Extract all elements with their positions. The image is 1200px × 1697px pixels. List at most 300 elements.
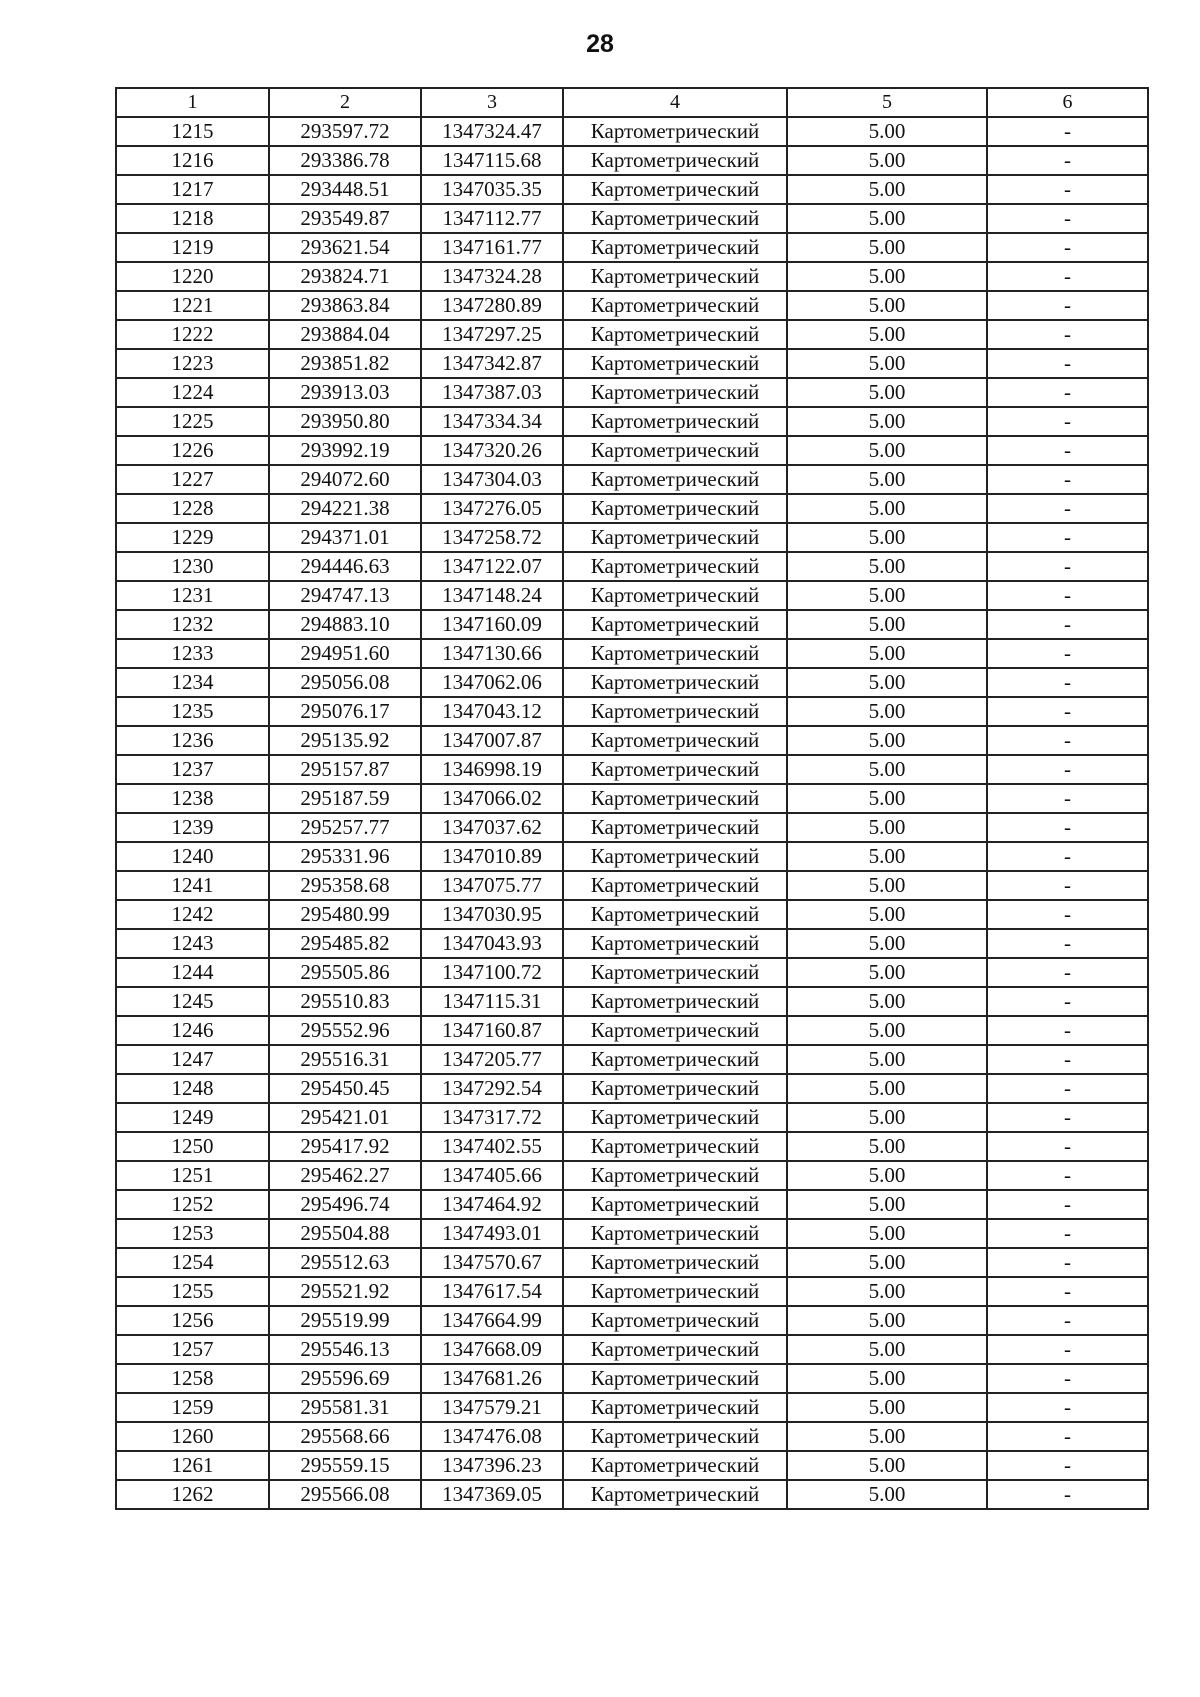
x-coordinate-cell: 294446.63	[269, 552, 421, 581]
point-number-cell: 1227	[116, 465, 269, 494]
accuracy-cell: 5.00	[787, 1451, 987, 1480]
x-coordinate-cell: 295358.68	[269, 871, 421, 900]
point-number-cell: 1217	[116, 175, 269, 204]
method-cell: Картометрический	[563, 1248, 787, 1277]
point-number-cell: 1247	[116, 1045, 269, 1074]
accuracy-cell: 5.00	[787, 117, 987, 146]
y-coordinate-cell: 1347324.28	[421, 262, 563, 291]
y-coordinate-cell: 1347115.31	[421, 987, 563, 1016]
method-cell: Картометрический	[563, 262, 787, 291]
point-number-cell: 1252	[116, 1190, 269, 1219]
accuracy-cell: 5.00	[787, 436, 987, 465]
method-cell: Картометрический	[563, 987, 787, 1016]
method-cell: Картометрический	[563, 1016, 787, 1045]
method-cell: Картометрический	[563, 929, 787, 958]
point-number-cell: 1253	[116, 1219, 269, 1248]
y-coordinate-cell: 1347342.87	[421, 349, 563, 378]
method-cell: Картометрический	[563, 784, 787, 813]
method-cell: Картометрический	[563, 1393, 787, 1422]
method-cell: Картометрический	[563, 581, 787, 610]
accuracy-cell: 5.00	[787, 1016, 987, 1045]
accuracy-cell: 5.00	[787, 1393, 987, 1422]
method-cell: Картометрический	[563, 1103, 787, 1132]
point-number-cell: 1254	[116, 1248, 269, 1277]
description-cell: -	[987, 1045, 1148, 1074]
method-cell: Картометрический	[563, 639, 787, 668]
method-cell: Картометрический	[563, 668, 787, 697]
accuracy-cell: 5.00	[787, 784, 987, 813]
point-number-cell: 1242	[116, 900, 269, 929]
table-row	[116, 1248, 1148, 1277]
accuracy-cell: 5.00	[787, 1219, 987, 1248]
y-coordinate-cell: 1347324.47	[421, 117, 563, 146]
point-number-cell: 1225	[116, 407, 269, 436]
y-coordinate-cell: 1347396.23	[421, 1451, 563, 1480]
y-coordinate-cell: 1347205.77	[421, 1045, 563, 1074]
x-coordinate-cell: 295512.63	[269, 1248, 421, 1277]
method-cell: Картометрический	[563, 871, 787, 900]
x-coordinate-cell: 295568.66	[269, 1422, 421, 1451]
accuracy-cell: 5.00	[787, 1132, 987, 1161]
table-row	[116, 349, 1148, 378]
point-number-cell: 1259	[116, 1393, 269, 1422]
y-coordinate-cell: 1347304.03	[421, 465, 563, 494]
table-row	[116, 1016, 1148, 1045]
table-row	[116, 320, 1148, 349]
y-coordinate-cell: 1347160.87	[421, 1016, 563, 1045]
point-number-cell: 1224	[116, 378, 269, 407]
table-row	[116, 1103, 1148, 1132]
point-number-cell: 1245	[116, 987, 269, 1016]
point-number-cell: 1226	[116, 436, 269, 465]
description-cell: -	[987, 1393, 1148, 1422]
method-cell: Картометрический	[563, 1306, 787, 1335]
y-coordinate-cell: 1347617.54	[421, 1277, 563, 1306]
point-number-cell: 1233	[116, 639, 269, 668]
point-number-cell: 1258	[116, 1364, 269, 1393]
point-number-cell: 1249	[116, 1103, 269, 1132]
accuracy-cell: 5.00	[787, 581, 987, 610]
table-row	[116, 755, 1148, 784]
y-coordinate-cell: 1347112.77	[421, 204, 563, 233]
description-cell: -	[987, 494, 1148, 523]
accuracy-cell: 5.00	[787, 407, 987, 436]
method-cell: Картометрический	[563, 204, 787, 233]
y-coordinate-cell: 1347010.89	[421, 842, 563, 871]
header-cell-4: 4	[563, 88, 787, 117]
accuracy-cell: 5.00	[787, 813, 987, 842]
description-cell: -	[987, 1335, 1148, 1364]
table-row	[116, 1364, 1148, 1393]
x-coordinate-cell: 293386.78	[269, 146, 421, 175]
point-number-cell: 1218	[116, 204, 269, 233]
y-coordinate-cell: 1347075.77	[421, 871, 563, 900]
y-coordinate-cell: 1347579.21	[421, 1393, 563, 1422]
method-cell: Картометрический	[563, 1480, 787, 1509]
table-row	[116, 1277, 1148, 1306]
x-coordinate-cell: 294072.60	[269, 465, 421, 494]
header-cell-2: 2	[269, 88, 421, 117]
description-cell: -	[987, 523, 1148, 552]
table-row	[116, 987, 1148, 1016]
table-row	[116, 204, 1148, 233]
method-cell: Картометрический	[563, 1045, 787, 1074]
y-coordinate-cell: 1347130.66	[421, 639, 563, 668]
y-coordinate-cell: 1347405.66	[421, 1161, 563, 1190]
x-coordinate-cell: 293621.54	[269, 233, 421, 262]
description-cell: -	[987, 1480, 1148, 1509]
accuracy-cell: 5.00	[787, 204, 987, 233]
description-cell: -	[987, 784, 1148, 813]
accuracy-cell: 5.00	[787, 1161, 987, 1190]
point-number-cell: 1228	[116, 494, 269, 523]
table-row	[116, 407, 1148, 436]
point-number-cell: 1231	[116, 581, 269, 610]
y-coordinate-cell: 1347402.55	[421, 1132, 563, 1161]
description-cell: -	[987, 900, 1148, 929]
y-coordinate-cell: 1347476.08	[421, 1422, 563, 1451]
point-number-cell: 1216	[116, 146, 269, 175]
accuracy-cell: 5.00	[787, 726, 987, 755]
description-cell: -	[987, 204, 1148, 233]
x-coordinate-cell: 295135.92	[269, 726, 421, 755]
table-row	[116, 697, 1148, 726]
x-coordinate-cell: 295331.96	[269, 842, 421, 871]
point-number-cell: 1248	[116, 1074, 269, 1103]
table-body	[116, 117, 1148, 1509]
point-number-cell: 1262	[116, 1480, 269, 1509]
y-coordinate-cell: 1347387.03	[421, 378, 563, 407]
accuracy-cell: 5.00	[787, 1248, 987, 1277]
method-cell: Картометрический	[563, 900, 787, 929]
x-coordinate-cell: 295504.88	[269, 1219, 421, 1248]
x-coordinate-cell: 295480.99	[269, 900, 421, 929]
point-number-cell: 1234	[116, 668, 269, 697]
description-cell: -	[987, 146, 1148, 175]
method-cell: Картометрический	[563, 349, 787, 378]
x-coordinate-cell: 295516.31	[269, 1045, 421, 1074]
accuracy-cell: 5.00	[787, 1480, 987, 1509]
y-coordinate-cell: 1347280.89	[421, 291, 563, 320]
y-coordinate-cell: 1347160.09	[421, 610, 563, 639]
accuracy-cell: 5.00	[787, 842, 987, 871]
description-cell: -	[987, 726, 1148, 755]
table-row	[116, 291, 1148, 320]
method-cell: Картометрический	[563, 436, 787, 465]
y-coordinate-cell: 1347292.54	[421, 1074, 563, 1103]
description-cell: -	[987, 175, 1148, 204]
table-row	[116, 871, 1148, 900]
description-cell: -	[987, 958, 1148, 987]
description-cell: -	[987, 1132, 1148, 1161]
x-coordinate-cell: 295076.17	[269, 697, 421, 726]
description-cell: -	[987, 233, 1148, 262]
y-coordinate-cell: 1347115.68	[421, 146, 563, 175]
x-coordinate-cell: 295496.74	[269, 1190, 421, 1219]
y-coordinate-cell: 1347148.24	[421, 581, 563, 610]
y-coordinate-cell: 1347276.05	[421, 494, 563, 523]
description-cell: -	[987, 1277, 1148, 1306]
method-cell: Картометрический	[563, 1074, 787, 1103]
coordinates-table	[115, 87, 1149, 1510]
method-cell: Картометрический	[563, 1277, 787, 1306]
point-number-cell: 1219	[116, 233, 269, 262]
accuracy-cell: 5.00	[787, 320, 987, 349]
accuracy-cell: 5.00	[787, 1074, 987, 1103]
x-coordinate-cell: 295596.69	[269, 1364, 421, 1393]
accuracy-cell: 5.00	[787, 668, 987, 697]
point-number-cell: 1235	[116, 697, 269, 726]
accuracy-cell: 5.00	[787, 1364, 987, 1393]
table-row	[116, 1451, 1148, 1480]
table-row	[116, 726, 1148, 755]
description-cell: -	[987, 668, 1148, 697]
table-row	[116, 1074, 1148, 1103]
method-cell: Картометрический	[563, 755, 787, 784]
x-coordinate-cell: 295187.59	[269, 784, 421, 813]
table-row	[116, 1132, 1148, 1161]
accuracy-cell: 5.00	[787, 552, 987, 581]
x-coordinate-cell: 293992.19	[269, 436, 421, 465]
point-number-cell: 1255	[116, 1277, 269, 1306]
description-cell: -	[987, 1074, 1148, 1103]
accuracy-cell: 5.00	[787, 697, 987, 726]
x-coordinate-cell: 293597.72	[269, 117, 421, 146]
method-cell: Картометрический	[563, 697, 787, 726]
method-cell: Картометрический	[563, 1335, 787, 1364]
point-number-cell: 1220	[116, 262, 269, 291]
accuracy-cell: 5.00	[787, 1103, 987, 1132]
description-cell: -	[987, 1364, 1148, 1393]
point-number-cell: 1222	[116, 320, 269, 349]
table-header	[116, 88, 1148, 117]
y-coordinate-cell: 1347464.92	[421, 1190, 563, 1219]
x-coordinate-cell: 293863.84	[269, 291, 421, 320]
point-number-cell: 1243	[116, 929, 269, 958]
table-row	[116, 784, 1148, 813]
y-coordinate-cell: 1347035.35	[421, 175, 563, 204]
point-number-cell: 1257	[116, 1335, 269, 1364]
point-number-cell: 1223	[116, 349, 269, 378]
table-row	[116, 1190, 1148, 1219]
table-row	[116, 146, 1148, 175]
accuracy-cell: 5.00	[787, 175, 987, 204]
x-coordinate-cell: 295510.83	[269, 987, 421, 1016]
description-cell: -	[987, 697, 1148, 726]
table-row	[116, 1393, 1148, 1422]
description-cell: -	[987, 813, 1148, 842]
method-cell: Картометрический	[563, 378, 787, 407]
x-coordinate-cell: 295566.08	[269, 1480, 421, 1509]
method-cell: Картометрический	[563, 117, 787, 146]
x-coordinate-cell: 293913.03	[269, 378, 421, 407]
header-cell-3: 3	[421, 88, 563, 117]
x-coordinate-cell: 295559.15	[269, 1451, 421, 1480]
accuracy-cell: 5.00	[787, 1306, 987, 1335]
point-number-cell: 1246	[116, 1016, 269, 1045]
accuracy-cell: 5.00	[787, 755, 987, 784]
header-cell-6: 6	[987, 88, 1148, 117]
accuracy-cell: 5.00	[787, 610, 987, 639]
description-cell: -	[987, 639, 1148, 668]
point-number-cell: 1237	[116, 755, 269, 784]
y-coordinate-cell: 1347122.07	[421, 552, 563, 581]
method-cell: Картометрический	[563, 233, 787, 262]
x-coordinate-cell: 295056.08	[269, 668, 421, 697]
point-number-cell: 1215	[116, 117, 269, 146]
accuracy-cell: 5.00	[787, 1277, 987, 1306]
table-row	[116, 813, 1148, 842]
table-row	[116, 552, 1148, 581]
accuracy-cell: 5.00	[787, 233, 987, 262]
description-cell: -	[987, 407, 1148, 436]
table-row	[116, 117, 1148, 146]
accuracy-cell: 5.00	[787, 1045, 987, 1074]
point-number-cell: 1236	[116, 726, 269, 755]
accuracy-cell: 5.00	[787, 871, 987, 900]
method-cell: Картометрический	[563, 407, 787, 436]
point-number-cell: 1256	[116, 1306, 269, 1335]
x-coordinate-cell: 295417.92	[269, 1132, 421, 1161]
point-number-cell: 1230	[116, 552, 269, 581]
table-row	[116, 262, 1148, 291]
table-row	[116, 1422, 1148, 1451]
y-coordinate-cell: 1347334.34	[421, 407, 563, 436]
point-number-cell: 1261	[116, 1451, 269, 1480]
header-cell-5: 5	[787, 88, 987, 117]
y-coordinate-cell: 1347161.77	[421, 233, 563, 262]
header-cell-1: 1	[116, 88, 269, 117]
description-cell: -	[987, 436, 1148, 465]
method-cell: Картометрический	[563, 726, 787, 755]
description-cell: -	[987, 349, 1148, 378]
accuracy-cell: 5.00	[787, 958, 987, 987]
table-row	[116, 900, 1148, 929]
point-number-cell: 1240	[116, 842, 269, 871]
description-cell: -	[987, 320, 1148, 349]
y-coordinate-cell: 1347007.87	[421, 726, 563, 755]
method-cell: Картометрический	[563, 1422, 787, 1451]
method-cell: Картометрический	[563, 1190, 787, 1219]
accuracy-cell: 5.00	[787, 1190, 987, 1219]
y-coordinate-cell: 1347570.67	[421, 1248, 563, 1277]
y-coordinate-cell: 1347100.72	[421, 958, 563, 987]
method-cell: Картометрический	[563, 1451, 787, 1480]
table-row	[116, 175, 1148, 204]
x-coordinate-cell: 295546.13	[269, 1335, 421, 1364]
x-coordinate-cell: 293549.87	[269, 204, 421, 233]
y-coordinate-cell: 1347066.02	[421, 784, 563, 813]
point-number-cell: 1221	[116, 291, 269, 320]
method-cell: Картометрический	[563, 320, 787, 349]
point-number-cell: 1244	[116, 958, 269, 987]
description-cell: -	[987, 929, 1148, 958]
point-number-cell: 1250	[116, 1132, 269, 1161]
x-coordinate-cell: 293824.71	[269, 262, 421, 291]
table-row	[116, 233, 1148, 262]
point-number-cell: 1241	[116, 871, 269, 900]
description-cell: -	[987, 117, 1148, 146]
accuracy-cell: 5.00	[787, 378, 987, 407]
description-cell: -	[987, 755, 1148, 784]
method-cell: Картометрический	[563, 552, 787, 581]
x-coordinate-cell: 294747.13	[269, 581, 421, 610]
point-number-cell: 1232	[116, 610, 269, 639]
y-coordinate-cell: 1347493.01	[421, 1219, 563, 1248]
x-coordinate-cell: 294221.38	[269, 494, 421, 523]
method-cell: Картометрический	[563, 291, 787, 320]
table-row	[116, 842, 1148, 871]
x-coordinate-cell: 294371.01	[269, 523, 421, 552]
method-cell: Картометрический	[563, 1364, 787, 1393]
method-cell: Картометрический	[563, 842, 787, 871]
description-cell: -	[987, 581, 1148, 610]
method-cell: Картометрический	[563, 610, 787, 639]
point-number-cell: 1260	[116, 1422, 269, 1451]
accuracy-cell: 5.00	[787, 349, 987, 378]
description-cell: -	[987, 552, 1148, 581]
y-coordinate-cell: 1347297.25	[421, 320, 563, 349]
table-row	[116, 1219, 1148, 1248]
table-row	[116, 523, 1148, 552]
table-row	[116, 378, 1148, 407]
method-cell: Картометрический	[563, 1132, 787, 1161]
y-coordinate-cell: 1347681.26	[421, 1364, 563, 1393]
x-coordinate-cell: 295521.92	[269, 1277, 421, 1306]
y-coordinate-cell: 1347664.99	[421, 1306, 563, 1335]
y-coordinate-cell: 1347062.06	[421, 668, 563, 697]
table-row	[116, 639, 1148, 668]
description-cell: -	[987, 1248, 1148, 1277]
y-coordinate-cell: 1347037.62	[421, 813, 563, 842]
accuracy-cell: 5.00	[787, 262, 987, 291]
description-cell: -	[987, 262, 1148, 291]
description-cell: -	[987, 1103, 1148, 1132]
table-row	[116, 929, 1148, 958]
x-coordinate-cell: 295257.77	[269, 813, 421, 842]
accuracy-cell: 5.00	[787, 523, 987, 552]
table-row	[116, 1480, 1148, 1509]
y-coordinate-cell: 1347258.72	[421, 523, 563, 552]
x-coordinate-cell: 293884.04	[269, 320, 421, 349]
y-coordinate-cell: 1347030.95	[421, 900, 563, 929]
description-cell: -	[987, 465, 1148, 494]
method-cell: Картометрический	[563, 523, 787, 552]
description-cell: -	[987, 871, 1148, 900]
description-cell: -	[987, 1422, 1148, 1451]
description-cell: -	[987, 378, 1148, 407]
accuracy-cell: 5.00	[787, 987, 987, 1016]
accuracy-cell: 5.00	[787, 900, 987, 929]
page-number: 28	[586, 30, 614, 58]
description-cell: -	[987, 1161, 1148, 1190]
method-cell: Картометрический	[563, 146, 787, 175]
point-number-cell: 1251	[116, 1161, 269, 1190]
accuracy-cell: 5.00	[787, 291, 987, 320]
accuracy-cell: 5.00	[787, 1422, 987, 1451]
method-cell: Картометрический	[563, 494, 787, 523]
description-cell: -	[987, 1219, 1148, 1248]
table-row	[116, 668, 1148, 697]
x-coordinate-cell: 294883.10	[269, 610, 421, 639]
y-coordinate-cell: 1347320.26	[421, 436, 563, 465]
x-coordinate-cell: 295421.01	[269, 1103, 421, 1132]
y-coordinate-cell: 1346998.19	[421, 755, 563, 784]
x-coordinate-cell: 293950.80	[269, 407, 421, 436]
table-row	[116, 494, 1148, 523]
header-row	[116, 88, 1148, 117]
description-cell: -	[987, 610, 1148, 639]
